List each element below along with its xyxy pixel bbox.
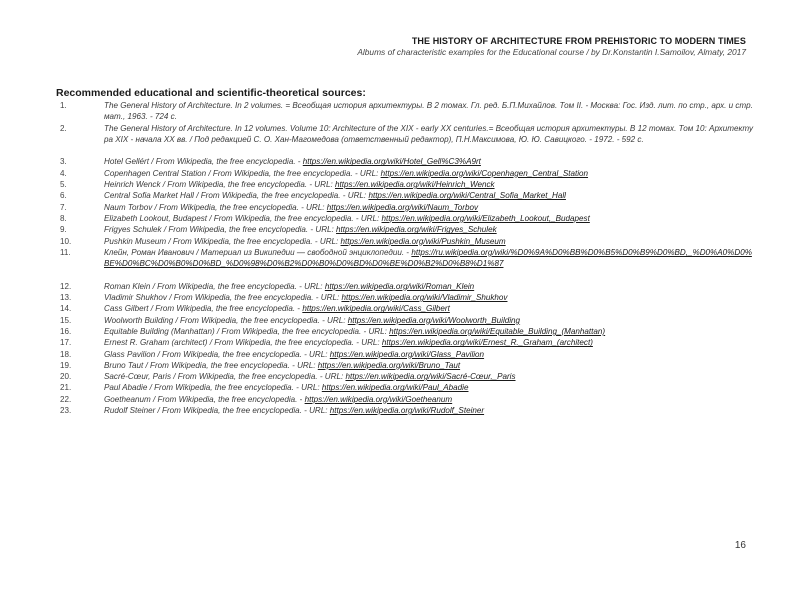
reference-body [104, 190, 754, 201]
reference-body [104, 360, 754, 371]
reference-text: Pushkin Museum / From Wikipedia, the free encyclopedia. - URL: [104, 236, 341, 246]
reference-item [0, 100, 800, 123]
reference-body [104, 247, 754, 270]
reference-link[interactable]: https://en.wikipedia.org/wiki/Hotel_Gell%C3%A9rt [302, 157, 481, 167]
reference-item [0, 337, 800, 348]
reference-number: 8. [60, 213, 67, 223]
reference-text: Elizabeth Lookout, Budapest / From Wikipedia, the free encyclopedia. - URL: [104, 213, 382, 223]
reference-item [0, 394, 800, 405]
reference-item [0, 326, 800, 337]
reference-body [104, 100, 754, 123]
reference-text: Vladimir Shukhov / From Wikipedia, the free encyclopedia. - URL: [104, 293, 342, 303]
reference-number: 7. [60, 202, 67, 212]
reference-text: Клейн, Роман Иванович / Материал из Википедии — свободной энциклопедии. [104, 247, 407, 257]
reference-item [0, 179, 800, 190]
reference-number: 22. [60, 394, 72, 404]
page-number: 16 [734, 540, 746, 551]
reference-text: Naum Torbov / From Wikipedia, the free encyclopedia. - URL: [104, 202, 327, 212]
document-title: THE HISTORY OF ARCHITECTURE FROM PREHISTORIC TO MODERN TIMES [411, 36, 746, 46]
reference-item [0, 123, 800, 157]
reference-text: Glass Pavilion / From Wikipedia, the free encyclopedia. - URL: [104, 349, 330, 359]
reference-link[interactable]: https://en.wikipedia.org/wiki/Woolworth_Building [347, 315, 521, 325]
reference-number: 2. [60, 123, 67, 133]
reference-link[interactable]: https://en.wikipedia.org/wiki/Frigyes_Schulek [336, 225, 497, 235]
reference-number: 3. [60, 157, 67, 167]
reference-body [104, 179, 754, 190]
reference-link[interactable]: https://en.wikipedia.org/wiki/Elizabeth_Lookout,_Budapest [381, 213, 590, 223]
reference-link[interactable]: https://en.wikipedia.org/wiki/Copenhagen_Central_Station [380, 168, 589, 178]
reference-link[interactable]: https://en.wikipedia.org/wiki/Glass_Pavilion [329, 349, 485, 359]
reference-text: Ernest R. Graham (architect) / From Wikipedia, the free encyclopedia. - URL: [104, 338, 382, 348]
reference-number: 21. [60, 383, 72, 393]
reference-body [104, 371, 754, 382]
reference-link[interactable]: https://ru.wikipedia.org/wiki/%D0%9A%D0%BB%D0%B5%D0%B9%D0%BD,_%D0%A0%D0%BE%D0%BC%D0%B0%D0%BD_%D0%98%D0%B2%D0%B0%D0%BD%D0%BE%D0%B2%D0%B8%D1%87 [104, 247, 752, 269]
reference-separator: - [297, 157, 303, 167]
reference-number: 23. [60, 406, 72, 416]
reference-separator: - [297, 304, 303, 314]
reference-separator: - [406, 247, 412, 257]
reference-body [104, 156, 754, 167]
reference-body [104, 382, 754, 393]
reference-item [0, 236, 800, 247]
reference-text: Woolworth Building / From Wikipedia, the free encyclopedia. - URL: [104, 315, 348, 325]
reference-number: 14. [60, 304, 72, 314]
reference-link[interactable]: https://en.wikipedia.org/wiki/Rudolf_Steiner [329, 406, 485, 416]
reference-text: Roman Klein / From Wikipedia, the free encyclopedia. - URL: [104, 281, 325, 291]
reference-text: Heinrich Wenck / From Wikipedia, the free encyclopedia. - URL: [104, 180, 335, 190]
reference-item [0, 349, 800, 360]
reference-body [104, 123, 754, 146]
reference-item [0, 168, 800, 179]
reference-number: 5. [60, 180, 67, 190]
reference-text: Equitable Building (Manhattan) / From Wikipedia, the free encyclopedia. - URL: [104, 326, 390, 336]
reference-item [0, 303, 800, 314]
reference-item [0, 382, 800, 393]
reference-body [104, 292, 754, 303]
reference-number: 16. [60, 326, 72, 336]
reference-body [104, 349, 754, 360]
reference-text: Goetheanum / From Wikipedia, the free encyclopedia. [104, 394, 300, 404]
reference-link[interactable]: https://en.wikipedia.org/wiki/Goetheanum [304, 394, 453, 404]
reference-item [0, 371, 800, 382]
reference-number: 15. [60, 315, 72, 325]
reference-item [0, 315, 800, 326]
reference-number: 19. [60, 360, 72, 370]
reference-text: Bruno Taut / From Wikipedia, the free encyclopedia. - URL: [104, 360, 318, 370]
reference-body [104, 326, 754, 337]
reference-item [0, 224, 800, 235]
reference-link[interactable]: https://en.wikipedia.org/wiki/Equitable_Building_(Manhattan) [389, 326, 606, 336]
reference-text: Rudolf Steiner / From Wikipedia, the free encyclopedia. - URL: [104, 406, 330, 416]
reference-body [104, 303, 754, 314]
reference-body [104, 405, 754, 416]
reference-number: 9. [60, 225, 67, 235]
reference-body [104, 168, 754, 179]
reference-number: 13. [60, 293, 72, 303]
reference-text: Paul Abadie / From Wikipedia, the free encyclopedia. - URL: [104, 383, 322, 393]
reference-number: 1. [60, 101, 67, 110]
reference-text: Copenhagen Central Station / From Wikipedia, the free encyclopedia. - URL: [104, 168, 381, 178]
reference-link[interactable]: https://en.wikipedia.org/wiki/Central_Sofia_Market_Hall [368, 191, 566, 201]
reference-body [104, 315, 754, 326]
reference-body [104, 337, 754, 348]
reference-item [0, 292, 800, 303]
reference-link[interactable]: https://en.wikipedia.org/wiki/Heinrich_Wenck [335, 180, 495, 190]
reference-item [0, 360, 800, 371]
reference-link[interactable]: https://en.wikipedia.org/wiki/Vladimir_Shukhov [341, 293, 508, 303]
reference-text: Sacré-Cœur, Paris / From Wikipedia, the free encyclopedia. - URL: [104, 372, 346, 382]
reference-number: 17. [60, 338, 72, 348]
reference-body [104, 213, 754, 224]
section-title: Recommended educational and scientific-theoretical sources: [56, 87, 366, 99]
reference-link[interactable]: https://en.wikipedia.org/wiki/Sacré-Cœur,_Paris [345, 372, 516, 382]
reference-number: 18. [60, 349, 72, 359]
document-subtitle: Albums of characteristic examples for the Educational course / by Dr.Konstantin I.Samoilov, Almaty, 2017 [357, 47, 746, 57]
reference-number: 6. [60, 191, 67, 201]
reference-link[interactable]: https://en.wikipedia.org/wiki/Cass_Gilbert [302, 304, 450, 314]
reference-link[interactable]: https://en.wikipedia.org/wiki/Roman_Klein [324, 281, 475, 291]
reference-text: Frigyes Schulek / From Wikipedia, the free encyclopedia. - URL: [104, 225, 337, 235]
reference-body [104, 202, 754, 213]
reference-item [0, 405, 800, 416]
reference-separator: - [299, 394, 305, 404]
reference-text: Hotel Gellért / From Wikipedia, the free encyclopedia. [104, 157, 298, 167]
reference-body [104, 236, 754, 247]
reference-item [0, 156, 800, 167]
reference-text: Central Sofia Market Hall / From Wikipedia, the free encyclopedia. - URL: [104, 191, 369, 201]
reference-link[interactable]: https://en.wikipedia.org/wiki/Ernest_R._Graham_(architect) [381, 338, 593, 348]
reference-item [0, 213, 800, 224]
reference-body [104, 224, 754, 235]
reference-text: Cass Gilbert / From Wikipedia, the free encyclopedia. [104, 304, 298, 314]
reference-list [0, 100, 800, 416]
reference-item [0, 190, 800, 201]
reference-number: 4. [60, 168, 67, 178]
reference-body [104, 394, 754, 405]
reference-body [104, 281, 754, 292]
reference-number: 20. [60, 372, 72, 382]
reference-item [0, 281, 800, 292]
reference-item [0, 247, 800, 281]
reference-text: The General History of Architecture. In 2 volumes. = Всеобщая история архитектуры. В 2 томах. Гл. ред. Б.П.Михайлов. Том II. - Москва: Гос. Изд. лит. по стр., арх. и стр. мат., 1963. - 724 с. [104, 101, 753, 122]
reference-link[interactable]: https://en.wikipedia.org/wiki/Pushkin_Museum [340, 236, 506, 246]
reference-item [0, 202, 800, 213]
reference-text: The General History of Architecture. In 12 volumes. Volume 10: Architecture of the XIX - early XX centuries.= Всеобщая история архитектуры. В 12 томах. Том 10: Архитектура XIX - начала XX вв. / Под редакцией С. О. Хан-Магомедова (ответственный редактор), П.Н.Максимова, Ю. Ю. Савицкого. - 1972. - 592 с. [104, 123, 753, 144]
reference-number: 11. [60, 247, 71, 257]
reference-link[interactable]: https://en.wikipedia.org/wiki/Naum_Torbov [326, 202, 479, 212]
reference-number: 12. [60, 281, 72, 291]
reference-link[interactable]: https://en.wikipedia.org/wiki/Paul_Abadie [321, 383, 469, 393]
reference-number: 10. [60, 236, 72, 246]
reference-link[interactable]: https://en.wikipedia.org/wiki/Bruno_Taut [317, 360, 461, 370]
